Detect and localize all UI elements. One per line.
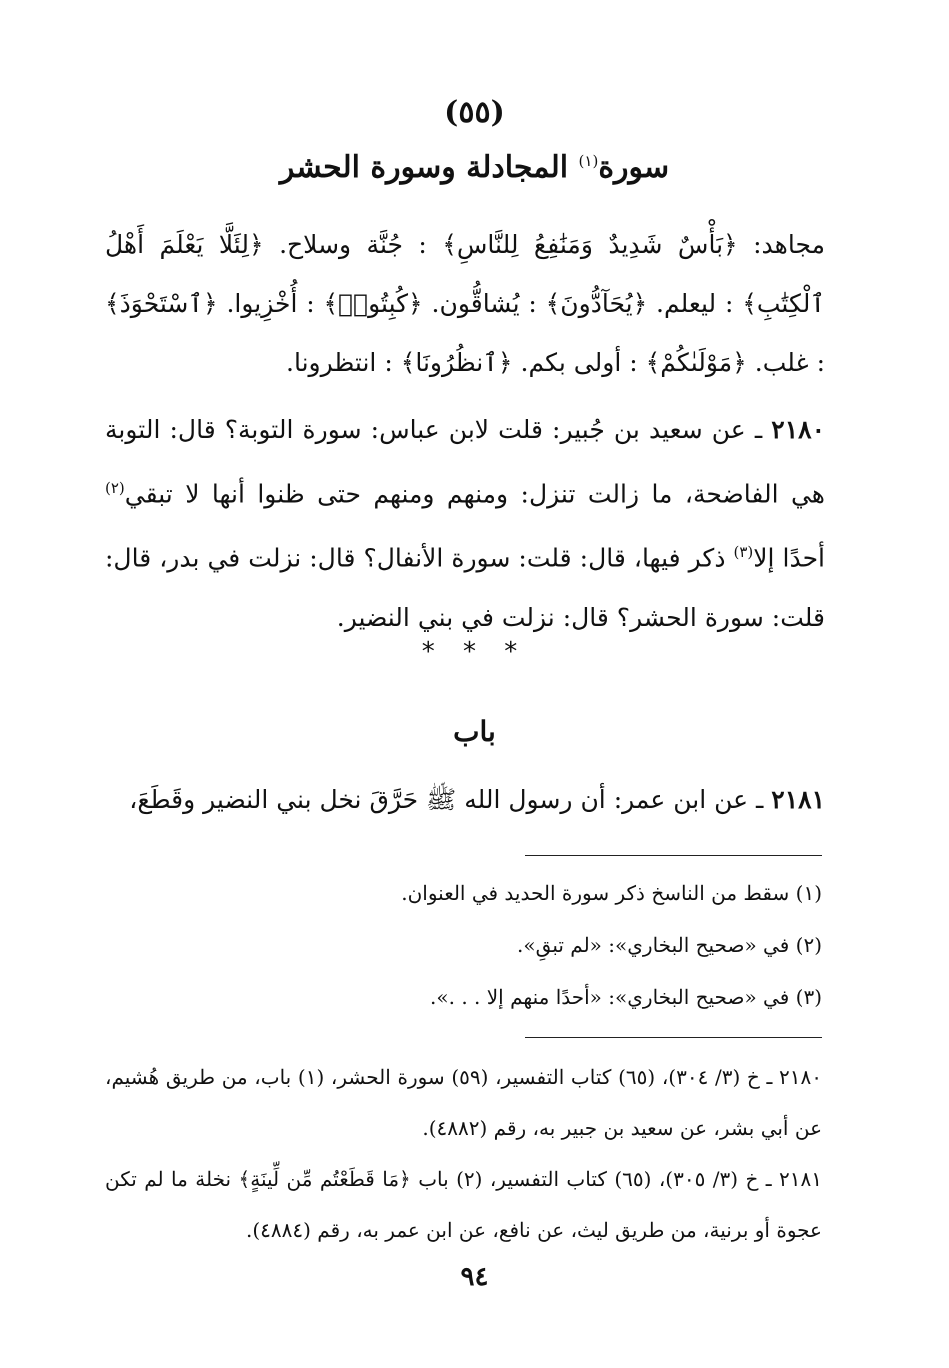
source-text: نخلة ما لم تكن عجوة أو برنية، من طريق ليث، عن نافع، عن ابن عمر به، رقم (٤٨٨٤). [105, 1167, 822, 1242]
quran-quote: ﴿ٱنظُرُونَا﴾ [400, 348, 513, 377]
footnote-2: (٢) في «صحيح البخاري»: «لم تبقِ». [517, 933, 822, 957]
chapter-title-start: سورة [598, 150, 670, 185]
gloss-text: : غلب. [746, 348, 825, 377]
gloss-text: : ليعلم. [647, 289, 734, 318]
source-text: ٢١٨١ ـ خ (٣/ ٣٠٥)، (٦٥) كتاب التفسير، (٢) باب [410, 1167, 823, 1191]
source-note-2180: ٢١٨٠ ـ خ (٣/ ٣٠٤)، (٦٥) كتاب التفسير، (٥٩) سورة الحشر، (١) باب، من طريق هُشيم، عن أبي بشر، عن سعيد بن جبير به، رقم (٤٨٨٢). [105, 1065, 822, 1140]
footnote-ref-3: (٣) [733, 543, 754, 562]
sources-divider [525, 1037, 822, 1038]
gloss-text: : جُنَّة وسلاح. [263, 230, 427, 259]
section-separator: * * * [421, 637, 528, 667]
mujahid-label: مجاهد: [737, 230, 826, 259]
mujahid-paragraph [105, 215, 825, 392]
hadith-text: ذكر فيها، قال: قلت: سورة الأنفال؟ قال: نزلت في بدر، قال: قلت: سورة الحشر؟ قال: نزلت في بني النضير. [105, 543, 825, 632]
hadith-text: ـ عن سعيد بن جُبير: قلت لابن عباس: سورة التوبة؟ قال: التوبة هي الفاضحة، ما زالت تنزل: ومنهم ومنهم حتى ظنوا أنها لا تبقي [105, 415, 825, 509]
chapter-title-end: المجادلة وسورة الحشر [279, 150, 579, 185]
section-heading: باب [453, 715, 496, 748]
quran-quote: ﴿يُحَآدُّونَ﴾ [545, 289, 648, 318]
hadith-2181 [105, 770, 825, 829]
quran-quote: ﴿كُبِتُوا۟﴾ [323, 289, 423, 318]
gloss-text: : انتظرونا. [286, 348, 393, 377]
hadith-text: أحدًا إلا [753, 543, 825, 573]
quran-quote: ﴿مَا قَطَعْتُم مِّن لِّينَةٍ﴾ [238, 1167, 411, 1191]
hadith-number: ٢١٨٠ [771, 415, 825, 444]
footnote-ref-1: (١) [578, 152, 599, 170]
chapter-title [150, 150, 799, 185]
footnote-ref-2: (٢) [105, 479, 125, 497]
hadith-number: ٢١٨١ [771, 785, 825, 814]
gloss-text: : يُشاقُّون. [422, 289, 537, 318]
page-number: ٩٤ [460, 1262, 489, 1292]
footnote-1: (١) سقط من الناسخ ذكر سورة الحديد في العنوان. [401, 881, 822, 905]
hadith-text: ـ عن ابن عمر: أن رسول الله ﷺ حَرَّقَ نخل بني النضير وقَطَعَ، [129, 785, 772, 814]
footnote-divider [525, 855, 822, 856]
footnote-3: (٣) في «صحيح البخاري»: «أحدًا منهم إلا . . .». [430, 985, 822, 1009]
hadith-2180 [105, 400, 825, 647]
chapter-number: (٥٥) [444, 95, 505, 130]
gloss-text: : أُخْزِيوا. [217, 289, 315, 318]
quran-quote: ﴿ٱسْتَحْوَذَ﴾ [105, 289, 218, 318]
quran-quote: ﴿لِئَلَّا يَعْلَمَ أَهْلُ ٱلْكِتَٰبِ﴾ [105, 230, 826, 318]
source-note-2181 [105, 1154, 822, 1256]
quran-quote: ﴿مَوْلَىٰكُمْ﴾ [645, 348, 747, 377]
quran-quote: ﴿بَأْسٌ شَدِيدٌ وَمَنَٰفِعُ لِلنَّاسِ﴾ [442, 230, 738, 259]
gloss-text: : أولى بكم. [512, 348, 638, 377]
